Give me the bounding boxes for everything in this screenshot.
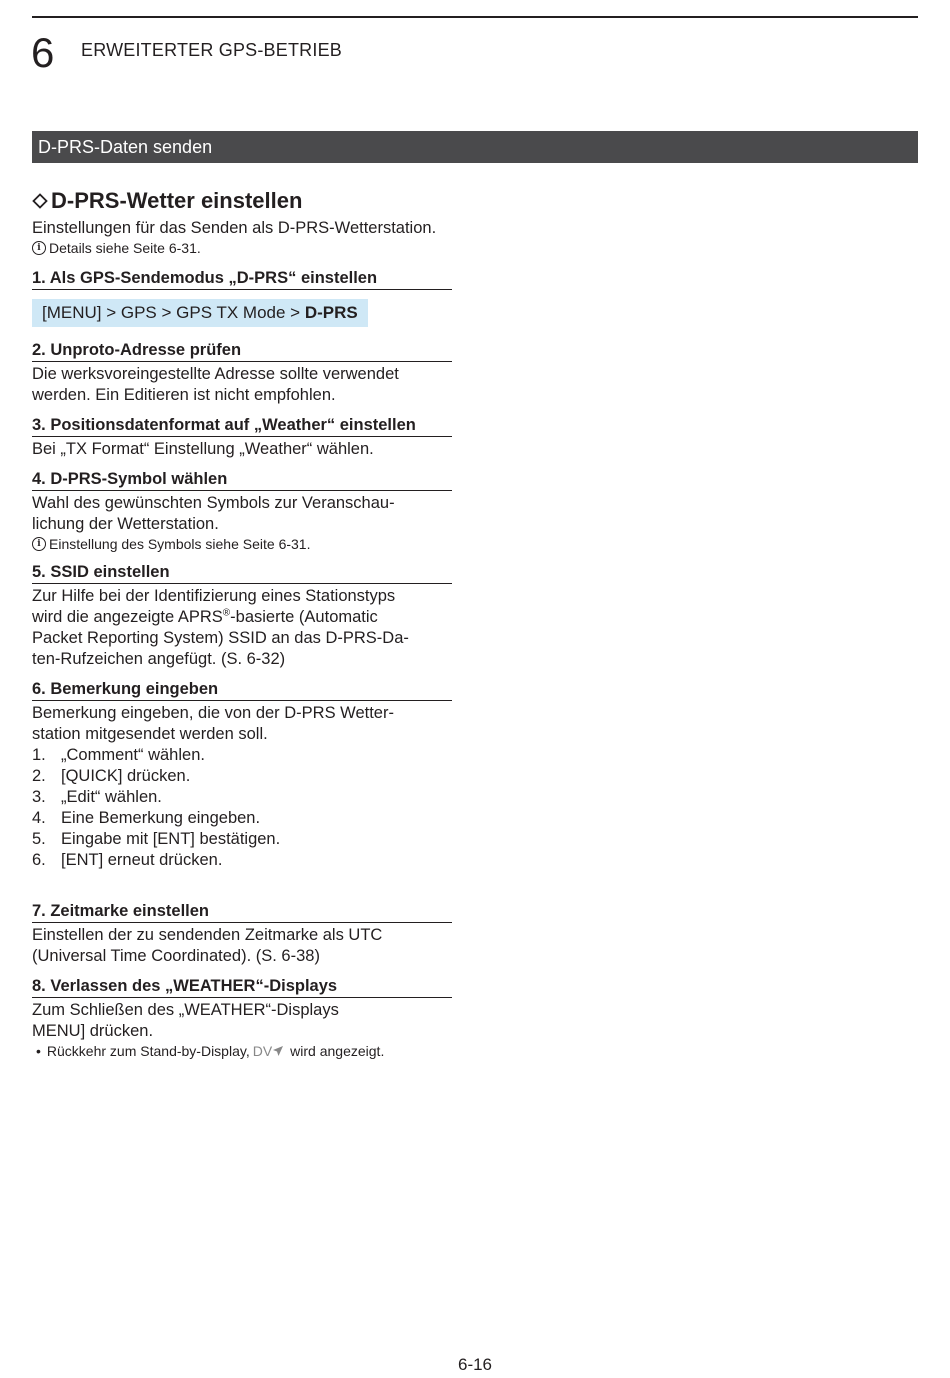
step-8-bullet-text-b: wird angezeigt. (290, 1043, 385, 1059)
list-item-text: „Comment“ wählen. (61, 746, 205, 764)
menu-path-target: D-PRS (304, 303, 358, 322)
step-7-heading: 7. Zeitmarke einstellen (32, 901, 452, 923)
list-item (32, 745, 452, 766)
step-5-line-4: ten-Rufzeichen angefügt. (S. 6-32) (32, 650, 286, 668)
list-item-number: 2. (32, 767, 46, 785)
page-number: 6-16 (457, 1355, 493, 1374)
bullet-icon: • (36, 1043, 41, 1059)
step-5-line-2 (32, 607, 452, 628)
registered-mark: ® (222, 607, 231, 619)
top-rule (32, 16, 918, 18)
list-item-text: [ENT] erneut drücken. (61, 851, 223, 869)
main-content (32, 186, 452, 1060)
step-8-text-line-1: Zum Schließen des „WEATHER“-Displays (32, 1001, 339, 1019)
step-6-heading: 6. Bemerkung eingeben (32, 679, 452, 701)
list-item-text: Eine Bemerkung eingeben. (61, 809, 261, 827)
diamond-icon (32, 193, 48, 209)
list-item-number: 1. (32, 746, 46, 764)
list-item-text: [QUICK] drücken. (61, 767, 191, 785)
list-item-text: Eingabe mit [ENT] bestätigen. (61, 830, 281, 848)
step-3-text: Bei „TX Format“ Einstellung „Weather“ wählen. (32, 440, 374, 458)
list-item-text: „Edit“ wählen. (61, 788, 162, 806)
list-item (32, 766, 452, 787)
list-item (32, 787, 452, 808)
step-4-text-line-1: Wahl des gewünschten Symbols zur Veranschau- (32, 494, 395, 512)
dv-icon (253, 1042, 284, 1060)
list-item (32, 829, 452, 850)
info-icon: i (32, 537, 46, 551)
menu-path-text: [MENU] > GPS > GPS TX Mode > (42, 303, 305, 322)
step-8-bullet-text-a: Rückkehr zum Stand-by-Display, (46, 1043, 250, 1059)
chapter-number: 6 (31, 29, 55, 76)
step-7-text-line-1: Einstellen der zu sendenden Zeitmarke als UTC (32, 926, 383, 944)
subsection-title: D-PRS-Wetter einstellen (51, 188, 303, 213)
step-4-heading: 4. D-PRS-Symbol wählen (32, 469, 452, 491)
chapter-title: ERWEITERTER GPS-BETRIEB (81, 40, 342, 60)
list-item (32, 808, 452, 829)
step-5-line-3: Packet Reporting System) SSID an das D-PRS-Da- (32, 629, 409, 647)
step-6-text-line-2: station mitgesendet werden soll. (32, 725, 268, 743)
list-item-number: 5. (32, 830, 46, 848)
step-4-note (32, 535, 452, 553)
step-5-line-2a: wird die angezeigte APRS (32, 608, 223, 626)
subsection-intro: Einstellungen für das Senden als D-PRS-Wetterstation. (32, 219, 437, 237)
step-4-note-text: Einstellung des Symbols siehe Seite 6-31. (49, 536, 311, 552)
subsection-heading (32, 186, 452, 216)
step-8-text-line-2: MENU] drücken. (32, 1022, 154, 1040)
subsection-note-text: Details siehe Seite 6-31. (49, 240, 201, 256)
arrow-icon (272, 1045, 284, 1057)
menu-path (32, 299, 368, 327)
step-6-list (32, 745, 452, 871)
step-4-text-line-2: lichung der Wetterstation. (32, 515, 219, 533)
step-5-heading: 5. SSID einstellen (32, 562, 452, 584)
step-6-text-line-1: Bemerkung eingeben, die von der D-PRS Wetter- (32, 704, 394, 722)
list-item-number: 3. (32, 788, 46, 806)
subsection-note (32, 239, 452, 257)
dv-icon-label: DV (252, 1043, 273, 1059)
list-item-number: 4. (32, 809, 46, 827)
info-icon: i (32, 241, 46, 255)
step-8-bullet (32, 1042, 452, 1060)
section-title: D-PRS-Daten senden (32, 131, 918, 163)
step-7-text-line-2: (Universal Time Coordinated). (S. 6-38) (32, 947, 320, 965)
list-item (32, 850, 452, 871)
step-5-line-1: Zur Hilfe bei der Identifizierung eines Stationstyps (32, 587, 396, 605)
step-3-heading: 3. Positionsdatenformat auf „Weather“ einstellen (32, 415, 452, 437)
step-5-line-2b: -basierte (Automatic (230, 608, 378, 626)
list-item-number: 6. (32, 851, 46, 869)
step-2-heading: 2. Unproto-Adresse prüfen (32, 340, 452, 362)
step-8-heading: 8. Verlassen des „WEATHER“-Displays (32, 976, 452, 998)
step-2-text: Die werksvoreingestellte Adresse sollte verwendet werden. Ein Editieren ist nicht empfohlen. (32, 365, 399, 404)
step-1-heading: 1. Als GPS-Sendemodus „D-PRS“ einstellen (32, 268, 452, 290)
